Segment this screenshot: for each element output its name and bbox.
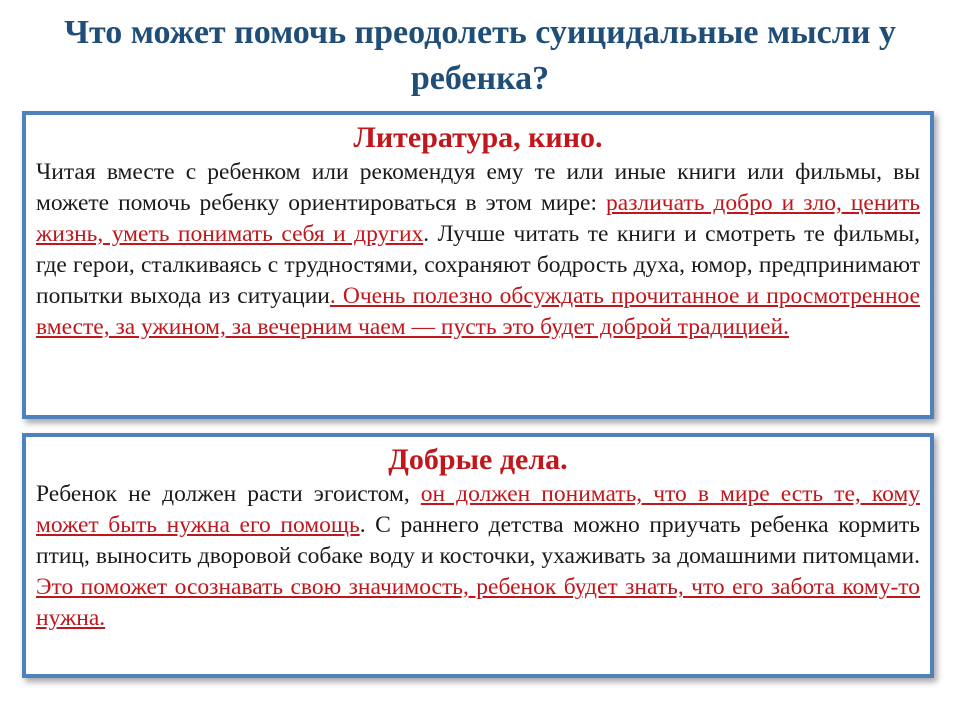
- highlighted-text: . Очень полезно обсуждать прочитанное и просмотренное вместе, за ужином, за вечерним чаем — пусть это будет доброй традицией.: [36, 283, 920, 340]
- good-deeds-box: [22, 433, 934, 678]
- text-segment: Читая вместе с ребенком или рекомендуя ему те или иные книги или фильмы, вы можете помочь ребенку ориентироваться в этом мире:: [36, 159, 920, 216]
- highlighted-text: Это поможет осознавать свою значимость, ребенок будет знать, что его забота кому-то нужна.: [36, 574, 920, 631]
- highlighted-text: он должен понимать, что в мире есть те, кому может быть нужна его помощь: [36, 481, 920, 538]
- good-deeds-text: [36, 479, 920, 634]
- literature-cinema-text: [36, 157, 920, 343]
- text-segment: . С раннего детства можно приучать ребенка кормить птиц, выносить дворовой собаке воду и косточки, ухаживать за домашними питомцами.: [36, 512, 921, 569]
- highlighted-text: различать добро и зло, ценить жизнь, уметь понимать себя и других: [36, 190, 920, 247]
- slide-title: Что может помочь преодолеть суицидальные мысли у ребенка?: [64, 14, 896, 97]
- literature-cinema-heading: Литература, кино.: [353, 121, 603, 154]
- good-deeds-heading: Добрые дела.: [388, 443, 568, 476]
- literature-cinema-box: [22, 111, 934, 419]
- text-segment: . Лучше читать те книги и смотреть те фильмы, где герои, сталкиваясь с трудностями, сохраняют бодрость духа, юмор, предпринимают попытки выхода из ситуации: [36, 221, 920, 309]
- text-segment: Ребенок не должен расти эгоистом,: [36, 481, 421, 507]
